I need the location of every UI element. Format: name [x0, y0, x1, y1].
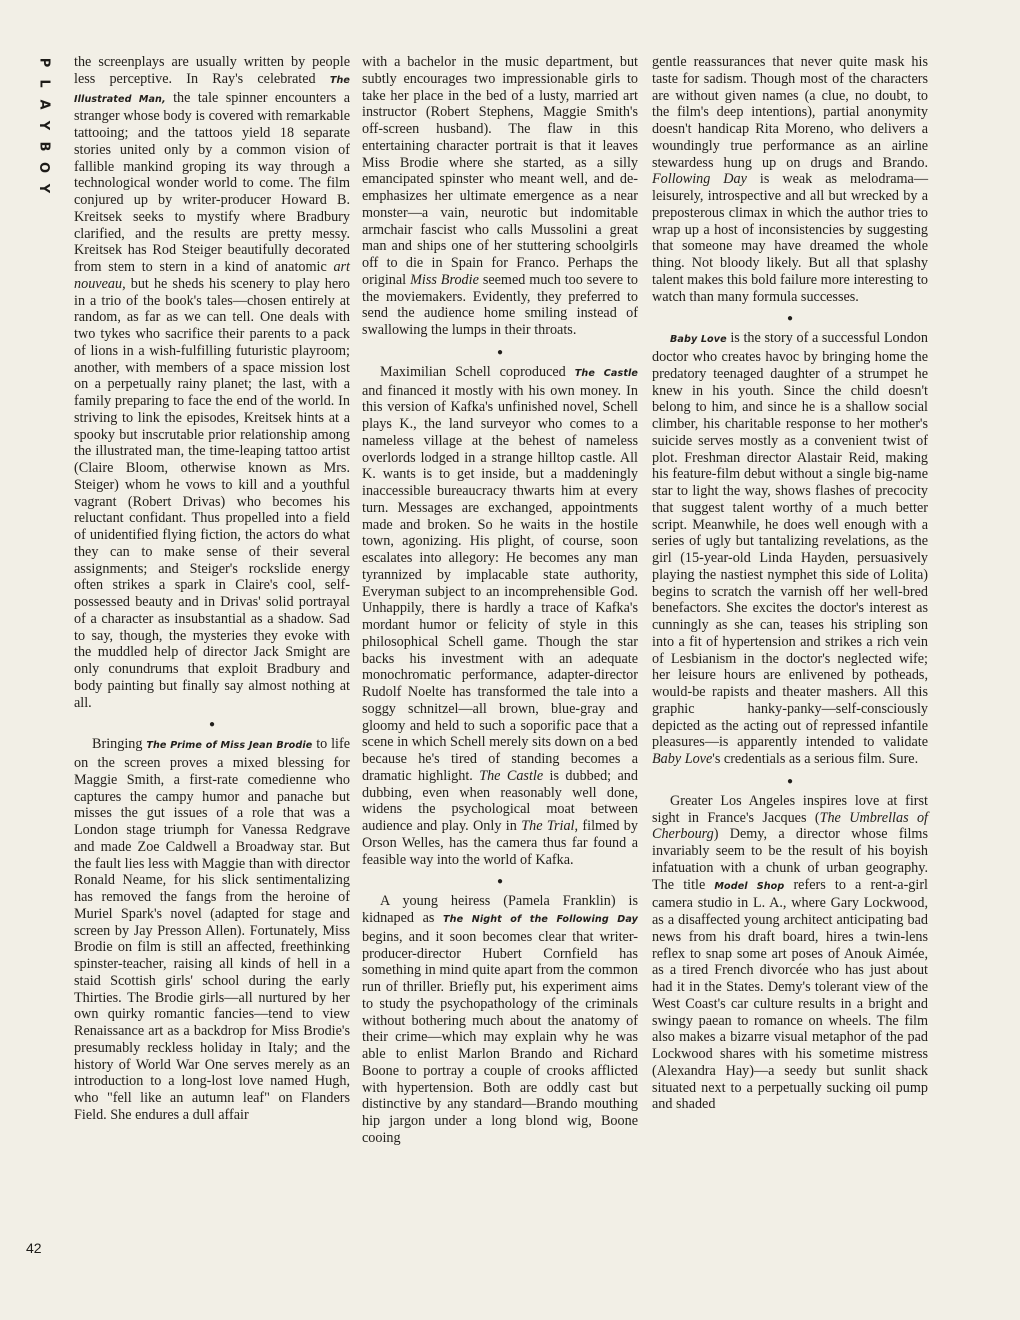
section-divider-bullet: ●	[496, 876, 504, 888]
masthead-letter: Y	[36, 183, 52, 194]
masthead-letter: L	[36, 79, 52, 88]
page-number: 42	[26, 1240, 42, 1256]
masthead-letter: B	[36, 141, 52, 152]
body-text: ) Demy, a director whose films invariably seem to be the result of his boyish infatuation with a chunk of urban geography. The title	[652, 826, 928, 893]
italic-text: The Trial,	[521, 818, 579, 834]
magazine-masthead	[34, 52, 54, 199]
body-text: 's credentials as a serious film. Sure.	[712, 751, 919, 767]
italic-text: The Umbrellas of Cherbourg	[652, 809, 928, 843]
article-paragraph	[652, 793, 928, 1113]
article-column-2	[362, 54, 638, 1147]
body-text: Maximilian Schell coproduced	[380, 363, 575, 380]
body-text: the screenplays are usually written by people less perceptive. In Ray's celebrated	[74, 54, 350, 87]
italic-text: art nouveau,	[74, 259, 350, 292]
body-text: Greater Los Angeles inspires love at first sight in France's Jacques (	[652, 792, 928, 826]
body-text: and financed it mostly with his own money. In this version of Kafka's unfinished novel, Schell plays K., the land surveyor who comes to a nameless village at the behest of nameless overlords lodged in a strange hilltop castle. All K. wants is to get inside, but a maddeningly inaccessible bureaucracy thwarts him at every turn. Messages are exchanged, appointments made and broken. So he waits in the hostile town, agonizing. His plight, of course, soon escalates into allegory: He becomes any man tyrannized by implacable state authority, Everyman subject to an incomprehensible God. Unhappily, there is hardly a trace of Kafka's mordant humor or felicity of style in this philosophical Schell game. Though the star backs his investment with an adequate monochromatic performance, adapter-director Rudolf Noelte has transformed the tale into a soggy schnitzel—all brown, blue-gray and gloomy and held to such a soporific pace that a scene in which Schell merely sits down on a bed because he's tired of standing becomes a dramatic highlight.	[362, 382, 638, 784]
film-title: Model Shop	[714, 880, 785, 892]
section-divider-bullet: ●	[496, 346, 504, 358]
film-title: The Prime of Miss Jean Brodie	[146, 740, 313, 752]
body-text: refers to a rent-a-girl camera studio in L. A., where Gary Lockwood, as a disaffected young architect anticipating bad news from his draft board, hires a twin-lens reflex to snap some art poses of Anouk Aimée, as a tired French divorcée who has just about had it in the States. Demy's tolerant view of the West Coast's car culture results in a bright and swingy paean to romance on wheels. The film also makes a bizarre visual metaphor of the pad Lockwood shares with his sometime mistress (Alexandra Hay)—a seedy but sunlit shack situated next to a perpetually sucking oil pump and shaded	[652, 876, 928, 1113]
film-title: The Illustrated Man,	[74, 74, 350, 105]
section-divider-bullet: ●	[786, 775, 794, 787]
body-text: but he sheds his scenery to play hero in a trio of the book's tales—chosen entirely at random, as far as we can tell. One deals with two tykes who sacrifice their parents to a pack of lions in a wish-fulfilling futuristic playroom; another, with members of a space mission lost on a perpetually rainy planet; the last, with a family preparing to face the end of the world. In striving to link the episodes, Kreitsek hints at a spooky but inscrutable prior relationship among the illustrated man, the time-leaping tattoo artist (Claire Bloom, otherwise known as Mrs. Steiger) whom he vows to kill and a youthful vagrant (Robert Drivas) who becomes his reluctant confidant. Thus propelled into a field of unidentified flying fiction, the actors do what they can to make sense of their several assignments; and Steiger's rockslide energy often strikes a spark in Claire's cool, self-possessed beauty and in Drivas' solid portrayal of a character as insubstantial as a shadow. Sad to say, though, the mysteries they evoke with the muddled help of director Jack Smight are only conundrums that exploit Bradbury and body painting but finally say almost nothing at all.	[74, 275, 350, 711]
section-divider-bullet: ●	[208, 719, 216, 731]
article-paragraph	[74, 54, 350, 711]
body-text: is the story of a successful London doctor who creates havoc by bringing home the predatory teenaged daughter of a strumpet he knew in his youth. Since the child doesn't belong to him, and since he is a shallow social climber, his charitable response to her mother's suicide serves mostly as a convenient twist of plot. Freshman director Alastair Reid, making his feature-film debut without a single big-name star to light the way, shows flashes of precocity that suggest talent worthy of a much better script. Meanwhile, he does well enough with a series of ugly but tantalizing revelations, as the girl (15-year-old Linda Hayden, persuasively playing the nastiest nymphet this side of Lolita) begins to scratch the varnish off her well-bred benefactors. She excites the doctor's interest as cunningly as she can, teases his stripling son into a fit of hypertension and strikes a rich vein of Lesbianism in the doctor's neglected wife; her leisure hours are enlivened by potheads, would-be rapists and theater mashers. All this graphic hanky-panky—self-consciously depicted as the acting out of repressed infantile pleasures—is apparently intended to validate	[652, 330, 928, 751]
body-text: is weak as melodrama—leisurely, introspective and all but wrecked by a preposterous climax in which the author tries to wrap up a host of inconsistencies by suggesting that someone may have dreamed the whole thing. Not bloody likely. But all that splashy talent makes this bold failure more interesting to watch than many formula successes.	[652, 171, 929, 305]
film-title: Baby Love	[670, 334, 727, 346]
masthead-letter: O	[36, 161, 52, 174]
italic-text: Following Day	[652, 171, 747, 188]
film-title: The Castle	[574, 367, 638, 379]
body-text: filmed by Orson Welles, has the camera thus far found a feasible way into the world of Kafka.	[362, 818, 638, 868]
body-text: begins, and it soon becomes clear that writer-producer-director Hubert Cornfield has something in mind quite apart from the common run of thriller. Briefly put, his experiment aims to study the psychopathology of the criminals without bothering much about the anatomy of their crime—which may explain why he was able to enlist Marlon Brando and Richard Boone to portray a couple of crooks afflicted with hypertension. Both are oddly cast but distinctive by any standard—Brando mouthing hip jargon under a long blond wig, Boone cooing	[362, 928, 638, 1146]
article-paragraph	[652, 330, 928, 768]
body-text: A young heiress (Pamela Franklin) is kidnaped as	[362, 893, 638, 926]
body-text: is dubbed; and dubbing, even when reasonably well done, widens the psychological moat between audience and play. Only in	[362, 767, 638, 834]
article-paragraph	[362, 54, 638, 339]
film-title: The Night of the Following Day	[443, 914, 638, 925]
body-text: with a bachelor in the music department, but subtly encourages two impressionable girls to take her place in the bed of a lusty, married art instructor (Robert Stephens, Maggie Smith's off-screen husband). The flaw in this entertaining character portrait is that it leaves Miss Brodie where she started, as a silly emancipated spinster who meant well, and de-emphasizes her ultimate emergence as a near monster—a vain, neurotic but indomitable armchair fascist who calls Mussolini a great man and ships one of her stuttering schoolgirls off to die in Spain for Franco. Perhaps the original	[362, 54, 638, 288]
body-text: the tale spinner encounters a stranger whose body is covered with remarkable tattooing; and the tattoos yield 18 separate stories united only by a common vision of fallible mankind groping its way through a technological wonder world to come. The film conjured up by writer-producer Howard B. Kreitsek seeks to mystify where Bradbury clarified, and the results are pretty messy. Kreitsek has Rod Steiger beautifully decorated from stem to stern in a kind of anatomic	[74, 89, 350, 275]
section-divider-bullet: ●	[786, 313, 794, 325]
body-text: Bringing	[92, 736, 147, 753]
body-text: gentle reassurances that never quite mask his taste for sadism. Though most of the characters are without given names (a clue, no doubt, to the film's deep intentions), partial anonymity doesn't handicap Rita Moreno, who delivers a woundingly true performance as an airline stewardess hung up on drugs and Brando.	[652, 54, 928, 171]
article-paragraph	[74, 736, 350, 1123]
body-text: to life on the screen proves a mixed blessing for Maggie Smith, a first-rate comedienne who captures the campy humor and panache but misses the gut issues of a role that was a London stage triumph for Vanessa Redgrave and made Zoe Caldwell a Broadway star. But the fault lies less with Maggie than with director Ronald Neame, for his slick sentimentalizing has removed the fangs from the heroine of Muriel Spark's novel (adapted for stage and screen by Jay Presson Allen). Fortunately, Miss Brodie on film is still an affected, freethinking spinster-teacher, raising all kinds of hell in a staid Scottish girls' school during the early Thirties. The Brodie girls—all nurtured by her own quirky romantic fancies—tend to view Renaissance art as a backdrop for Miss Brodie's presumably reckless holiday in Italy; and the history of World War One serves merely as an introduction to a long-lost love named Hugh, who "fell like an autumn leaf" on Flanders Field. She endures a dull affair	[74, 736, 350, 1123]
italic-text: The Castle	[479, 767, 544, 784]
article-paragraph	[362, 364, 638, 869]
italic-text: Baby Love	[652, 751, 713, 767]
masthead-letter: A	[36, 99, 52, 110]
masthead-letter: P	[36, 57, 52, 68]
body-text: seemed much too severe to the moviemakers. Evidently, they preferred to send the audience home smiling instead of swallowing the lumps in their throats.	[362, 271, 638, 338]
masthead-letter: Y	[36, 120, 52, 131]
article-column-1	[74, 54, 350, 1124]
article-column-3	[652, 54, 928, 1113]
article-paragraph	[362, 893, 638, 1146]
italic-text: Miss Brodie	[410, 271, 479, 288]
article-paragraph	[652, 54, 928, 305]
